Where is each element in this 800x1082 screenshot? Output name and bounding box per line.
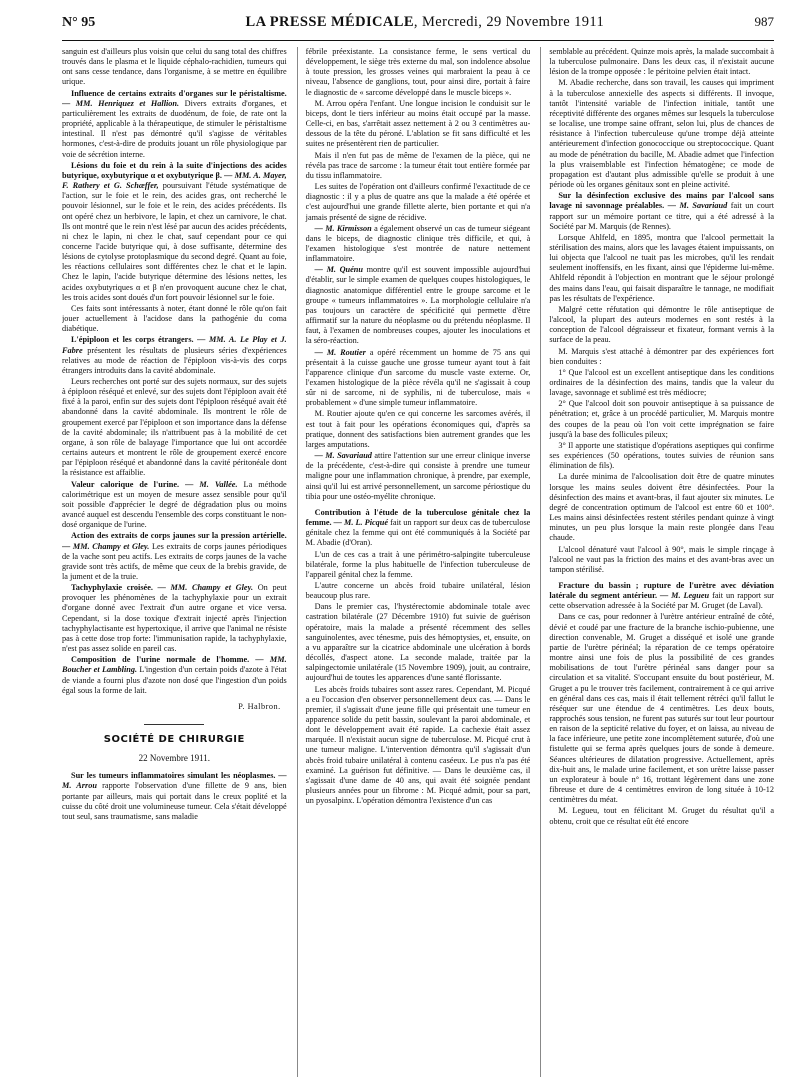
paragraph: 2° Que l'alcool doit son pouvoir antiseptique à sa puissance de pénétration; et, grâce à un procédé particulier, M. Marquis montre des coupes de la peau où l'on voit cette imprégnation se faire jusqu'à la base des follicules pileux; (549, 399, 774, 439)
section (549, 581, 774, 611)
section-authors: — MM. A. Le Play et J. Fabre (62, 335, 287, 355)
speaker: — M. Routier (314, 347, 366, 357)
paragraph: Les abcès froids tubaires sont assez rares. Cependant, M. Picqué a eu l'occasion d'en observer personnellement deux cas. — Dans le premier, il s'agissait d'une jeune fille qui présentait une tumeur en apparence solide du petit bassin, soulevant la paroi abdominale, et dont le développement avait été rapide. La cachexie était assez marquée. Il n'existait aucun signe de tuberculose. M. Picqué crut à une tumeur maligne. L'intervention démontra qu'il s'agissait d'un abcès froid tubaire unilatéral à contenu caséeux. Le pus n'a pas été examiné. La guérison fut définitive. — Dans le deuxième cas, il s'agissait d'une dame de 40 ans, qui avait été soignée pendant plusieurs années pour un fibrome : M. Picqué admit, pour sa part, un pyosalpinx. L'opération démontra l'existence d'un cas (305, 684, 531, 806)
paragraph (306, 348, 531, 409)
column-3 (540, 47, 774, 1077)
paragraph: Mais il n'en fut pas de même de l'examen de la pièce, qui ne révéla pas trace de sarcome : la tumeur était tout entière formée par du tissu inflammatoire. (305, 150, 531, 180)
section-title: Sur les tumeurs inflammatoires simulant les néoplasmes. (71, 771, 276, 781)
column-2 (297, 47, 531, 1077)
paragraph (306, 451, 531, 502)
section-text: présentent les résultats de plusieurs séries d'expériences relatives au mode de réaction de l'épiploon vis-à-vis des corps étrangers introduits dans la cavité abdominale. (62, 345, 287, 375)
paragraph: L'un de ces cas a trait à une périmétro-salpingite tuberculeuse bilatérale, forme la plus habituelle de l'infection tuberculeuse de l'appareil génital chez la femme. (305, 549, 531, 579)
section-title: Fracture du bassin ; rupture de l'urètre avec déviation latérale du segment antérieur. (549, 580, 774, 601)
section-authors: — MM. A. Mayer, F. Rathery et G. Schæffer, (62, 170, 287, 191)
section-title: Valeur calorique de l'urine. (71, 479, 180, 489)
paragraph-text: attire l'attention sur une erreur clinique inverse de la précédente, c'est-à-dire qui consiste à prendre une tumeur maligne pour une inflammation chronique, à prendre, par exemple, ainsi qu'il lui est arrivé personnellement, un sarcome périostique du tibia pour une ostéo-myélite chronique. (305, 451, 531, 501)
section (549, 191, 774, 232)
paragraph: sanguin est d'ailleurs plus voisin que celui du sang total des chiffres trouvés dans le plasma et le liquide céphalo-rachidien, tumeurs qui ont sans cesse tendance, dans l'organisme, à se mettre en équilibre urique. (62, 47, 287, 87)
page-header (62, 14, 774, 41)
paragraph: M. Legueu, tout en félicitant M. Gruget du résultat qu'il a obtenu, croit que ce résultat eût été encore (549, 806, 774, 826)
paragraph: La durée minima de l'alcoolisation doit être de quatre minutes lorsque les mains seules doivent être désinfectées. Pour la désinfection des mains et avant-bras, il faut ajouter six minutes. Le degré de concentration optimum de l'alcool est entre 60 et 100°. Les mains ainsi désinfectées restent stériles pendant quinze à vingt minutes, un peu plus lorsque la main reste plongée dans l'eau chaude. (549, 472, 774, 543)
society-heading: SOCIÉTÉ DE CHIRURGIE (103, 734, 245, 745)
section-text: On peut provoquer les phénomènes de la tachyphylaxie pour un extrait d'organe donné avec l'extrait d'un autre organe et vice versa. Cependant, si la dose toxique d'extrait injecté après l'injection tachyphylactisante est hypertoxique, il arrive que l'animal ne résiste pas à cette dose trop forte: l'immunisation rapide, la tachyphylaxie, n'est pas assez solide en pareil cas. (62, 583, 287, 654)
paragraph-text: montre qu'il est souvent impossible aujourd'hui d'établir, sur le simple examen de quelques coupes histologiques, le diagnostic anatomique différentiel entre le groupe sarcome et le groupe « tumeurs inflammatoires ». La morphologie cellulaire n'a pas toujours un caractère de spécificité qui permette d'être affirmatif sur la nature du néoplasme ou du prétendu néoplasme. Il faut, à l'examen de nombreuses coupes, ajouter les inoculations et la séro-réaction. (305, 265, 531, 346)
society-date: 22 Novembre 1911. (138, 753, 211, 764)
section-authors: — M. Vallée. (179, 479, 238, 489)
paragraph: L'autre concerne un abcès froid tubaire unilatéral, lésion beaucoup plus rare. (305, 580, 531, 601)
paragraph: Dans le premier cas, l'hystérectomie abdominale totale avec castration bilatérale (27 Décembre 1910) fut suivie de guérison opératoire, mais la malade a présenté récemment des selles sanguinolentes, avec ténesme, puis des hémoptysies, et, ensuite, on a vu apparaître sur la cicatrice abdominale une ulcération à bords décollés, d'aspect atone. La seconde malade, traitée par la salpingectomie unilatérale (15 Novembre 1909), jouit, au contraire, aujourd'hui de toutes les apparences d'une santé florissante. (305, 602, 531, 683)
paragraph: L'alcool dénaturé vaut l'alcool à 90°, mais le simple rinçage à l'alcool ne vaut pas la friction des mains et des avant-bras avec un tampon stérilisé. (549, 544, 774, 574)
section-title: Action des extraits de corps jaunes sur la pression artérielle. (71, 531, 287, 541)
section-authors: — M. Legueu (657, 591, 710, 601)
section-text: L'ingestion d'un certain poids d'azote à l'état de viande a fourni plus d'azote non dosé que l'ingestion d'un poids égal sous la forme de lait. (62, 665, 287, 695)
section-authors: — M. Arrou (62, 771, 287, 791)
section-title: Contribution à l'étude de la tuberculose génitale chez la femme. (305, 507, 531, 528)
paragraph: Leurs recherches ont porté sur des sujets normaux, sur des sujets à épiploon réséqué et enlevé, sur des sujets dont l'épiploon avait été fixé à la paroi, enfin sur des sujets dont l'épiploon réséqué avait été abandonné dans la cavité abdominale. Ils montrent le rôle de groupement exercé par l'épiploon et son importance dans la défense de la cavité abdominale; ils n'attribuent pas à la mobilité de cet organe, à son rôle de balayage l'importance que lui ont accordée certains auteurs et montrent le rôle de groupement exercé encore par l'épiploon réséqué et abandonné dans la cavité péritonéale dont la résistance est affaiblie. (62, 377, 287, 478)
paragraph-text: a également observé un cas de tumeur siégeant dans le biceps, de diagnostic clinique très difficile, et qui, à l'examen histologique s'est montrée de nature nettement inflammatoire. (305, 223, 531, 264)
section-text: poursuivant l'étude systématique de l'action, sur le foie et le rein, des acides gras, ont recherché le pouvoir lésionnel, sur le foie et le rein, des acides précédents. Ils ont opéré chez un herbivore, le lapin, et chez un carnivore, le chat. Ils ont montré que le rein n'est lésé par aucun des acides précédents, ni chez le lapin, ni chez le chat, sauf cependant pour ce qui concerne l'acide butyrique qui, à dose suffisante, détermine des lésions de cytolyse protoplasmique du second degré. Quant au foie, les réactions cellulaires sont différentes chez le chat et le lapin. Chez le lapin, l'acide butyrique détermine des lésions nettes, les acides oxybutyriques α et β n'en provoquent aucune chez le chat, les trois acides sont doués d'un fort pouvoir lésionnel sur le foie. (62, 181, 287, 302)
divider (144, 724, 204, 725)
paragraph: M. Arrou opéra l'enfant. Une longue incision le conduisit sur le biceps, dont le tiers inférieur au moins était occupé par la masse. Celle-ci, en bas, s'arrêtait assez nettement à 2 ou 3 centimètres au-dessous de la tête du péroné. L'ablation se fit sans difficulté et les suites ne présentèrent rien de particulier. (305, 98, 531, 149)
section-authors: — MM. Champy et Gley. (62, 541, 150, 551)
paragraph: Ces faits sont intéressants à noter, étant donné le rôle qu'on fait jouer actuellement à l'acidose dans la pathogénie du coma diabétique. (62, 303, 287, 334)
section (62, 771, 287, 822)
paragraph: fébrile préexistante. La consistance ferme, le sens vertical du développement, le siège très externe du mal, son indolence absolue à toute pression, les grosses veines qui marbraient la peau à ce niveau, l'absence de ganglions, tout, pour ainsi dire, portait à faire le diagnostic de « sarcome développé dans le muscle biceps ». (305, 47, 531, 97)
section (62, 480, 287, 531)
column-1 (62, 47, 287, 1077)
paragraph: M. Marquis s'est attaché à démontrer par des expériences fort bien conduites : (549, 346, 774, 366)
section (62, 531, 287, 582)
section-authors: — MM. Champy et Gley. (152, 583, 254, 593)
page-number: 987 (754, 14, 774, 29)
paragraph: Les suites de l'opération ont d'ailleurs confirmé l'exactitude de ce diagnostic : il y a plus de quatre ans que la malade a été opérée et c'est aujourd'hui une grande fillette alerte, bien portante et qui n'a jamais présenté de signe de récidive. (305, 182, 531, 222)
paragraph: M. Abadie recherche, dans son travail, les causes qui impriment à la tuberculose annexielle des aspects si différents. Il invoque, tantôt l'intensité variable de l'infection initiale, tantôt une réceptivité différente des organes mêmes sur lesquels la tuberculose se localise, une trompe saine offrant, selon lui, plus de chances de résistance à l'infection tuberculeuse qu'une trompe déjà atteinte antérieurement d'infection gonococcique ou streptococcique. Quant au mode de pénétration du bacille, M. Abadie admet que l'infection la plus vraisemblable est l'infection hématogène; ce mode de propagation est d'autant plus admissible qu'elle se produit à une période où les organes génitaux sont en pleine activité. (549, 78, 774, 190)
journal-name: LA PRESSE MÉDICALE (245, 14, 414, 30)
speaker: — M. Quénu (314, 265, 363, 275)
section-authors: — MM. Henriquez et Hallion. (62, 98, 180, 108)
issue-number: N° 95 (62, 15, 96, 30)
section (62, 655, 287, 696)
paragraph: semblable au précédent. Quinze mois après, la malade succombait à la tuberculose pulmonaire. Dans les deux cas, il n'existait aucune lésion de la trompe opposée : le péritoine pelvien était intact. (549, 47, 774, 77)
paragraph-text: a opéré récemment un homme de 75 ans qui présentait à la cuisse gauche une grosse tumeur ayant tout à fait l'apparence clinique d'un sarcome du muscle vaste externe. Or, l'examen histologique de la pièce révéla qu'il ne s'agissait à coup sûr ni de sarcome, ni de syphilis, ni de tuberculose, mais « probablement » d'une simple tumeur inflammatoire. (305, 347, 531, 408)
paragraph (306, 224, 531, 265)
section-text: La méthode calorimétrique est un moyen de mesure assez sensible pour qu'il soit possible d'apprécier le degré de dégradation plus ou moins avancé auquel est descendu l'ensemble des corps constituant le non-dosé organique de l'urine. (62, 479, 287, 530)
journal-title (246, 14, 605, 31)
paragraph: M. Routier ajoute qu'en ce qui concerne les sarcomes avérés, il est tout à fait pour les opérations économiques qui, d'après sa pratique, donnent des satisfactions bien autrement grandes que les larges amputations. (305, 409, 531, 449)
section-text: fait un court rapport sur un mémoire portant ce titre, qui a été adressé à la Société par M. Marquis (de Rennes). (549, 201, 774, 231)
section (62, 583, 287, 654)
section (62, 89, 287, 160)
section-text: fait un rapport sur cette observation adressée à la Société par M. Gruget (de Laval). (549, 591, 774, 611)
section-text: fait un rapport sur deux cas de tuberculose génitale chez la femme qui ont été communiqués à la Société par M. Abadie (d'Oran). (305, 518, 531, 548)
section-authors: — M. L. Picqué (331, 518, 389, 528)
paragraph (306, 265, 531, 346)
paragraph: Lorsque Ahlfeld, en 1895, montra que l'alcool permettait la stérilisation des mains, alors que les lavages étaient impuissants, on lui objecta que l'alcool ne tuait pas les microbes, qu'il les rendait seulement inoffensifs, en les fixant, ainsi que l'épiderme lui-même. Ahlfeld répondit à l'objection en montrant que le séjour prolongé des mains dans l'eau, qui faisait disparaître le tannage, ne modifiait pas les résultats de l'expérience. (549, 232, 774, 303)
signature: P. Halbron. (238, 701, 281, 711)
section-title: Composition de l'urine normale de l'homme. (71, 655, 250, 665)
section-text: rapporte l'observation d'une fillette de 9 ans, bien portante par ailleurs, mais qui portait dans le creux poplité et la cuisse du côté droit une volumineuse tumeur. Cela s'était développé tout seul, sans traumatisme, sans maladie (62, 781, 287, 821)
journal-date: , Mercredi, 29 Novembre 1911 (413, 14, 605, 30)
section-title: Lésions du foie et du rein à la suite d'injections des acides butyrique, oxybutyrique α et oxybutyrique β. (62, 160, 287, 180)
section-authors: — M. Savariaud (664, 201, 728, 211)
section (306, 508, 531, 549)
section-text: Divers extraits d'organes, et particulièrement les extraits de duodénum, de foie, de rate ont la propriété, applicable à la thérapeutique, de stimuler le péristaltisme intestinal. Il n'est pas démontré qu'il s'agisse de véritables hormones, c'est-à-dire de produits jouant un rôle physiologique par voie de sécrétion interne. (62, 98, 287, 159)
section-title: Influence de certains extraits d'organes sur le péristaltisme. (71, 88, 287, 98)
section-title: L'épiploon et les corps étrangers. (71, 335, 194, 345)
section-text: Les extraits de corps jaunes périodiques de la vache sont peu actifs. Les extraits de corps jaunes de la vache gravide sont très actifs, de même que ceux de la brebis gravide, de la jument et de la truie. (62, 541, 287, 581)
section-authors: — MM. Boucher et Lambling. (62, 655, 287, 675)
paragraph: Malgré cette réfutation qui démontre le rôle antiseptique de l'alcool, la plupart des auteurs modernes en sont restés à la conception de l'alcool dégraisseur et fixateur, formant vernis à la surface de la peau. (549, 304, 774, 345)
section-title: Tachyphylaxie croisée. (71, 583, 153, 593)
section (62, 335, 287, 376)
paragraph: 1° Que l'alcool est un excellent antiseptique dans les conditions ordinaires de la désinfection des mains, tandis que la valeur du lavage, savonnage et sublimé est très médiocre; (549, 367, 774, 398)
section (62, 161, 287, 303)
paragraph: 3° Il apporte une statistique d'opérations aseptiques qui confirme ses expériences (50 opérations, toutes suivies de réunion sans élimination de fils). (549, 440, 774, 471)
paragraph: Dans ce cas, pour redonner à l'urètre antérieur entraîné de côté, dévié et coudé par une fracture de la branche ischio-pubienne, une direction convenable, M. Gruget a disséqué et isolé une grande partie de l'urètre périnéal; la réparation de ce temps opératoire montre ainsi une fois de plus la possibilité de ces grandes mobilisations de tout l'urètre périnéal sans danger pour sa circulation et sa vitalité. S'occupant ensuite du bout postérieur, M. Gruget a pu le trouver très facilement, contrairement à ce qui arrive en général dans ces cas, mais il était tellement rétréci qu'il fallut le réséquer sur une étendue de 4 centimètres. Les deux bouts, rapprochés sous tension, ne furent pas suturés sur tout leur pourtour en raison de la septicité relative du foyer, et on laissa, au niveau de la face inférieure, une petite zone incomplètement suturée, d'où une fistulette qui se ferma après quelques jours de sonde à demeure. Séances ultérieures de dilatation progressive. Actuellement, après dix-huit ans, le malade urine facilement, et son urètre laisse passer un explorateur à boule n° 16, trottant légèrement dans une zone fibreuse et dure de 4 centimètres environ de long située à 10-12 centimètres du méat. (549, 612, 774, 805)
columns (62, 47, 774, 1077)
section-title: Sur la désinfection exclusive des mains par l'alcool sans lavage ni savonnage préalables. (549, 191, 774, 211)
speaker: — M. Savariaud (314, 451, 372, 461)
speaker: — M. Kirmisson (314, 223, 372, 233)
